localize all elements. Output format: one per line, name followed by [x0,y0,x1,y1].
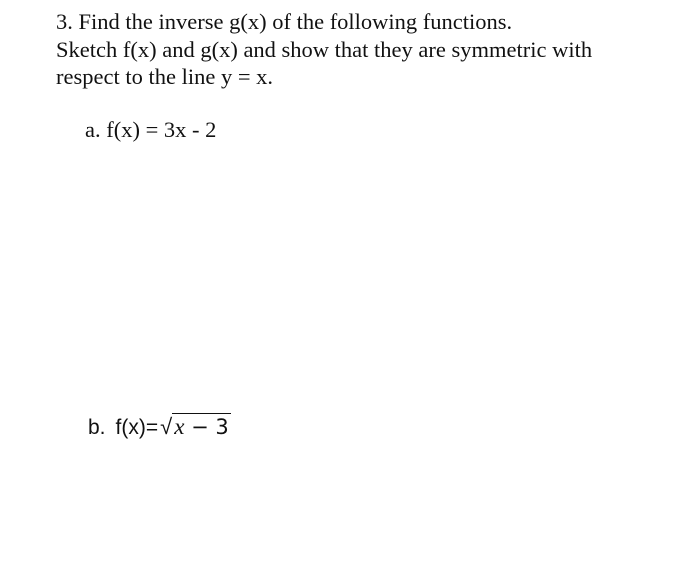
square-root-expression [160,413,231,440]
question-line-2: Sketch f(x) and g(x) and show that they are symmetric with [56,36,593,62]
radicand [172,413,231,440]
part-b-label: b. [88,416,106,439]
radical-sign: √ [160,414,173,439]
part-b-function [88,413,231,442]
radicand-variable: x [174,414,185,439]
part-b-lhs: f(x)= [115,416,159,439]
question-line-3: respect to the line y = x. [56,64,274,89]
part-a-function: a. f(x) = 3x - 2 [85,117,217,142]
question-prompt [56,8,676,91]
radicand-constant: − 3 [184,415,229,439]
question-line-1: 3. Find the inverse g(x) of the following functions. [56,9,513,34]
